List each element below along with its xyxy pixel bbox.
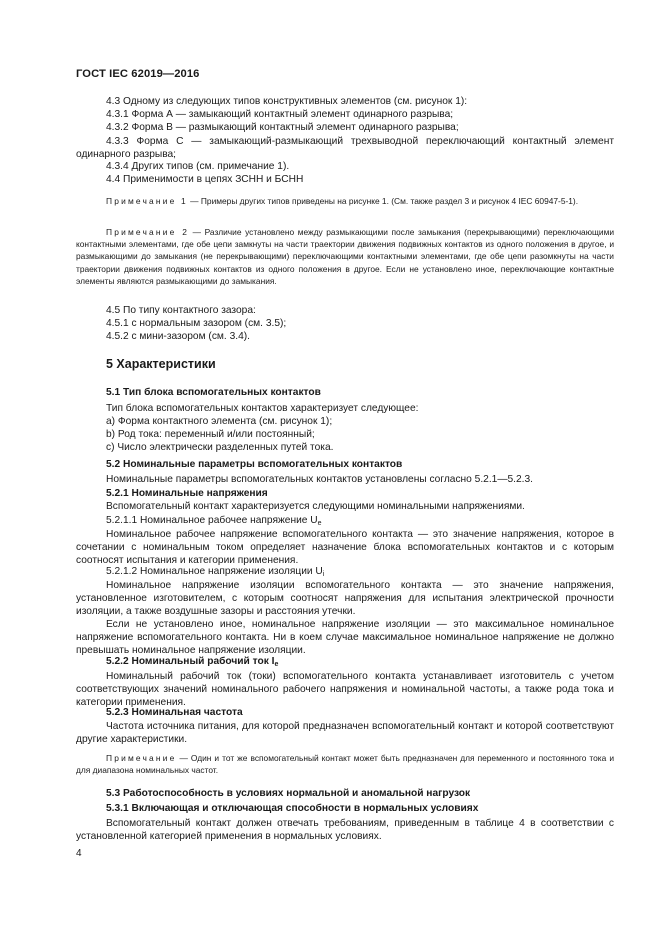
note-2 xyxy=(76,226,614,287)
note-2-label: Примечание 2 xyxy=(106,227,190,237)
section-5-2-heading: 5.2 Номинальные параметры вспомогательных контактов xyxy=(106,459,403,470)
section-5-2-1-1-text: Номинальное рабочее напряжение вспомогательного контакта — это значение напряжения, которое в сочетании с номинальным током определяет назначение блока вспомогательных контактов и с которым соотносят испытания и категории применения. xyxy=(76,529,614,567)
note-3-label: Примечание xyxy=(106,753,177,763)
section-5-1-item-b: b) Род тока: переменный и/или постоянный; xyxy=(106,429,315,440)
section-5-2-1-intro: Вспомогательный контакт характеризуется следующими номинальными напряжениями. xyxy=(106,501,525,512)
clause-4-3-2: 4.3.2 Форма В — размыкающий контактный элемент одинарного разрыва; xyxy=(106,122,459,133)
note-3 xyxy=(76,752,614,776)
section-5-1-heading: 5.1 Тип блока вспомогательных контактов xyxy=(106,387,321,398)
note-1-text: — Примеры других типов приведены на рисунке 1. (См. также раздел 3 и рисунок 4 IEC 60947-5-1). xyxy=(187,196,579,206)
section-5-2-intro: Номинальные параметры вспомогательных контактов установлены согласно 5.2.1—5.2.3. xyxy=(106,474,534,485)
section-5-1-item-a: a) Форма контактного элемента (см. рисунок 1); xyxy=(106,416,333,427)
page-header-standard-title: ГОСТ IEC 62019—2016 xyxy=(76,68,200,80)
section-5-2-1-1-subscript: e xyxy=(317,520,322,527)
clause-4-3-3: 4.3.3 Форма С — замыкающий-размыкающий трехвыводной переключающий контактный элемент одинарного разрыва; xyxy=(76,136,614,161)
note-2-text: — Различие установлено между размыкающими после замыкания (перекрывающими) переключающими контактными элементами, где обе цепи замкнуты на части траектории движения подвижных контактов из одного положения в другое, и размыкающими до замыкания (не перекрывающими) переключающими контактными элементами, где обе цепи разомкнуты на части траектории движения подвижных контактов из одного положения в другое. Если не установлено иное, переключающие контактные элементы являются размыкающими до замыкания. xyxy=(76,227,615,286)
section-5-2-1-2-heading xyxy=(106,566,324,578)
section-5-3-1-text: Вспомогательный контакт должен отвечать требованиям, приведенным в таблице 4 в соответствии с установленной категорией применения в нормальных условиях. xyxy=(76,818,614,843)
clause-4-5: 4.5 По типу контактного зазора: xyxy=(106,305,256,316)
clause-4-3-4: 4.3.4 Других типов (см. примечание 1). xyxy=(106,161,290,172)
section-5-2-1-2-text-2: Если не установлено иное, номинальное напряжение изоляции — это максимальное номинальное напряжение вспомогательного контакта. Ни в коем случае максимальное номинальное напряжение не должно превышать номинальное напряжение изоляции. xyxy=(76,619,614,657)
clause-4-3: 4.3 Одному из следующих типов конструктивных элементов (см. рисунок 1): xyxy=(106,96,468,107)
section-5-2-1-2-text-1: Номинальное напряжение изоляции вспомогательного контакта — это значение напряжения, установленное изготовителем, с которым соотносят напряжения для испытания электрической прочности изоляции, а также воздушные зазоры и расстояния утечки. xyxy=(76,580,614,618)
page-number: 4 xyxy=(76,848,82,859)
section-5-3-1-heading: 5.3.1 Включающая и отключающая способности в нормальных условиях xyxy=(106,803,479,814)
section-5-2-1-2-title: 5.2.1.2 Номинальное напряжение изоляции U xyxy=(106,566,323,577)
clause-4-5-1: 4.5.1 с нормальным зазором (см. 3.5); xyxy=(106,318,287,329)
section-5-1-intro: Тип блока вспомогательных контактов характеризует следующее: xyxy=(106,403,419,414)
section-5-2-1-1-heading xyxy=(106,515,322,527)
clause-4-3-1: 4.3.1 Форма А — замыкающий контактный элемент одинарного разрыва; xyxy=(106,109,454,120)
section-5-3-heading: 5.3 Работоспособность в условиях нормальной и аномальной нагрузок xyxy=(106,788,471,799)
section-5-2-1-heading: 5.2.1 Номинальные напряжения xyxy=(106,488,268,499)
section-5-2-3-heading: 5.2.3 Номинальная частота xyxy=(106,707,243,718)
section-5-2-2-text: Номинальный рабочий ток (токи) вспомогательного контакта устанавливает изготовитель с учетом соответствующих значений номинального рабочего напряжения и номинальной частоты, а также рода тока и категории применения. xyxy=(76,671,614,709)
section-5-2-2-title: 5.2.2 Номинальный рабочий ток I xyxy=(106,656,275,667)
section-5-2-3-text: Частота источника питания, для которой предназначен вспомогательный контакт и которой соответствуют другие характеристики. xyxy=(76,721,614,746)
section-5-2-1-1-title: 5.2.1.1 Номинальное рабочее напряжение U xyxy=(106,515,318,526)
clause-4-4: 4.4 Применимости в цепях ЗСНН и БСНН xyxy=(106,174,304,185)
section-5-2-2-heading xyxy=(106,656,278,668)
clause-4-5-2: 4.5.2 с мини-зазором (см. 3.4). xyxy=(106,331,250,342)
section-5-1-item-c: c) Число электрически разделенных путей тока. xyxy=(106,442,334,453)
note-1-label: Примечание 1 xyxy=(106,196,188,206)
section-5-heading: 5 Характеристики xyxy=(106,357,216,371)
note-1 xyxy=(76,195,614,207)
note-3-text: — Один и тот же вспомогательный контакт может быть предназначен для переменного и постоянного тока и для диапазона номинальных частот. xyxy=(76,753,614,776)
section-5-2-2-subscript: e xyxy=(274,661,279,668)
section-5-2-1-2-subscript: i xyxy=(322,571,325,578)
